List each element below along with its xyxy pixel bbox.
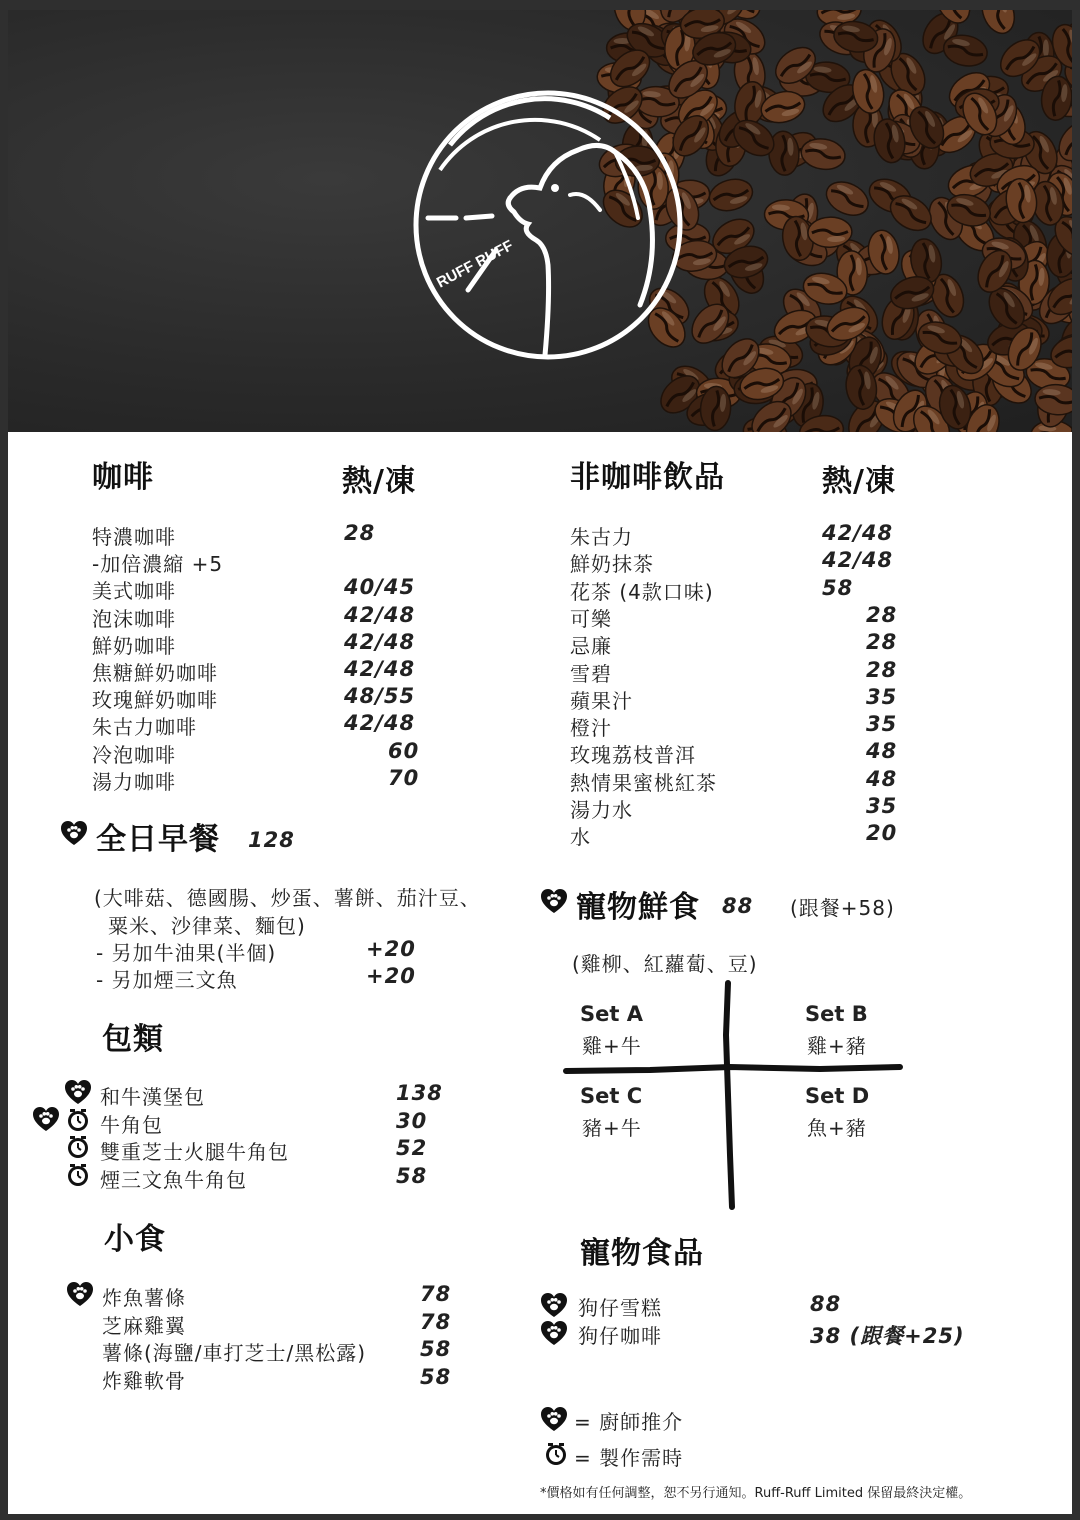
bread-item-price: 52: [396, 1136, 428, 1160]
heart-paw-icon: [540, 1406, 568, 1432]
noncoffee-item-price: 35: [866, 712, 898, 737]
breakfast-addon-price: +20: [366, 937, 416, 961]
coffee-bean: [821, 175, 874, 221]
dog-logo-icon: [410, 90, 690, 370]
heart-paw-icon: [60, 820, 88, 846]
petfood-item-name: 狗仔咖啡: [578, 1324, 662, 1348]
noncoffee-item-price: 28: [866, 602, 898, 627]
coffee-bean: [976, 10, 1020, 38]
petfood-title: 寵物食品: [580, 1236, 704, 1271]
noncoffee-item-name: 熱情果蜜桃紅茶: [570, 770, 717, 795]
heart-paw-icon: [66, 1281, 94, 1307]
heart-paw-icon: [540, 1292, 568, 1318]
snacks-item-name: 芝麻雞翼: [102, 1313, 186, 1338]
noncoffee-item-name: 忌廉: [570, 634, 612, 659]
coffee-item-name: 鮮奶咖啡: [92, 633, 176, 658]
heart-paw-icon: [540, 888, 568, 914]
coffee-item-name: 焦糖鮮奶咖啡: [92, 661, 218, 685]
coffee-item-price: 42/48: [344, 602, 416, 627]
set-a-content: 雞+牛: [582, 1034, 642, 1058]
noncoffee-item-name: 玫瑰荔枝普洱: [570, 743, 696, 768]
coffee-item-price: 42/48: [344, 711, 416, 736]
noncoffee-title: 非咖啡飲品: [570, 460, 725, 495]
clock-icon: [544, 1442, 568, 1466]
noncoffee-column-header: 熱/凍: [822, 464, 896, 499]
snacks-item-price: 58: [420, 1364, 452, 1389]
coffee-item-price: 28: [344, 521, 376, 545]
snacks-item-price: 58: [420, 1337, 452, 1361]
set-a-label: Set A: [580, 1002, 643, 1026]
bread-item-name: 雙重芝士火腿牛角包: [100, 1140, 289, 1164]
set-d-content: 魚+豬: [807, 1116, 867, 1140]
noncoffee-item-price: 35: [866, 794, 898, 818]
petfood-item-price: 88: [810, 1292, 842, 1316]
bread-item-name: 煙三文魚牛角包: [100, 1167, 247, 1192]
noncoffee-item-price: 20: [866, 821, 898, 846]
noncoffee-item-name: 可樂: [570, 606, 612, 631]
noncoffee-item-name: 湯力水: [570, 798, 633, 822]
noncoffee-item-price: 35: [866, 684, 898, 709]
noncoffee-item-price: 42/48: [822, 548, 894, 573]
coffee-column-header: 熱/凍: [342, 464, 416, 499]
breakfast-desc-line2: 粟米、沙律菜、麵包): [108, 914, 306, 938]
coffee-item-price: 40/45: [344, 575, 416, 600]
noncoffee-item-name: 鮮奶抹茶: [570, 552, 654, 577]
coffee-item-name: 美式咖啡: [92, 579, 176, 604]
breakfast-addon-price: +20: [366, 964, 416, 988]
petfresh-price: 88: [722, 894, 754, 918]
petfood-item-name: 狗仔雪糕: [578, 1296, 662, 1320]
heart-paw-icon: [32, 1106, 60, 1132]
noncoffee-item-price: 28: [866, 657, 898, 682]
noncoffee-item-name: 花茶 (4款口味): [570, 579, 714, 604]
petfood-item-price: 38 (跟餐+25): [810, 1324, 965, 1348]
coffee-item-price: 42/48: [344, 657, 416, 681]
coffee-item-price: 42/48: [344, 629, 416, 654]
coffee-item-name: 泡沫咖啡: [92, 606, 176, 631]
set-c-content: 豬+牛: [582, 1116, 642, 1140]
set-b-label: Set B: [805, 1002, 868, 1026]
clock-icon: [66, 1135, 90, 1159]
coffee-item-price: 60: [388, 738, 420, 763]
set-c-label: Set C: [580, 1084, 643, 1108]
bread-title: 包類: [102, 1022, 164, 1057]
bread-item-price: 138: [396, 1081, 443, 1105]
coffee-item-name: 冷泡咖啡: [92, 742, 176, 767]
snacks-item-price: 78: [420, 1282, 452, 1306]
breakfast-desc-line1: (大啡菇、德國腸、炒蛋、薯餅、茄汁豆、: [94, 886, 481, 910]
breakfast-addon-name: - 另加牛油果(半個): [96, 941, 277, 965]
set-d-label: Set D: [805, 1084, 870, 1108]
logo-text: RUFF RUFF: [433, 236, 517, 292]
petfresh-desc: (雞柳、紅蘿蔔、豆): [572, 952, 758, 976]
noncoffee-item-price: 48: [866, 766, 898, 791]
breakfast-price: 128: [248, 828, 295, 852]
noncoffee-item-price: 28: [866, 630, 898, 655]
coffee-item-price: 48/55: [344, 684, 416, 709]
footnote: *價格如有任何調整，恕不另行通知。Ruff-Ruff Limited 保留最終決定權。: [540, 1486, 972, 1501]
bread-item-price: 58: [396, 1163, 428, 1188]
noncoffee-item-name: 雪碧: [570, 661, 612, 686]
breakfast-title: 全日早餐: [96, 822, 220, 857]
coffee-item-price: 70: [388, 765, 420, 790]
clock-icon: [66, 1108, 90, 1132]
header-banner: [8, 10, 1072, 432]
snacks-item-name: 薯條(海鹽/車打芝士/黑松露): [102, 1341, 367, 1365]
petfresh-extra: (跟餐+58): [790, 896, 895, 920]
set-b-content: 雞+豬: [807, 1034, 867, 1058]
snacks-title: 小食: [104, 1222, 166, 1257]
snacks-item-name: 炸雞軟骨: [102, 1368, 186, 1393]
legend-time-label: = 製作需時: [574, 1446, 684, 1470]
legend-chef-label: = 廚師推介: [574, 1410, 684, 1434]
noncoffee-item-price: 42/48: [822, 521, 894, 545]
bread-item-name: 和牛漢堡包: [100, 1085, 205, 1109]
coffee-bean: [706, 175, 757, 216]
clock-icon: [66, 1163, 90, 1187]
heart-paw-icon: [540, 1320, 568, 1346]
noncoffee-item-price: 48: [866, 739, 898, 764]
coffee-item-name: 湯力咖啡: [92, 769, 176, 794]
bread-item-name: 牛角包: [100, 1112, 163, 1137]
breakfast-addon-name: - 另加煙三文魚: [96, 968, 238, 992]
coffee-item-name: 特濃咖啡: [92, 525, 176, 549]
petfresh-title: 寵物鮮食: [576, 890, 700, 925]
noncoffee-item-name: 水: [570, 825, 591, 850]
coffee-item-name: -加倍濃縮 +5: [92, 552, 224, 577]
heart-paw-icon: [64, 1079, 92, 1105]
noncoffee-item-name: 朱古力: [570, 525, 633, 549]
noncoffee-item-name: 橙汁: [570, 716, 612, 741]
snacks-item-price: 78: [420, 1309, 452, 1334]
snacks-item-name: 炸魚薯條: [102, 1286, 186, 1310]
coffee-title: 咖啡: [92, 460, 154, 495]
noncoffee-item-name: 蘋果汁: [570, 688, 633, 713]
coffee-item-name: 朱古力咖啡: [92, 715, 197, 740]
noncoffee-item-price: 58: [822, 575, 854, 600]
coffee-bean: [807, 216, 852, 248]
bread-item-price: 30: [396, 1108, 428, 1133]
coffee-item-name: 玫瑰鮮奶咖啡: [92, 688, 218, 713]
